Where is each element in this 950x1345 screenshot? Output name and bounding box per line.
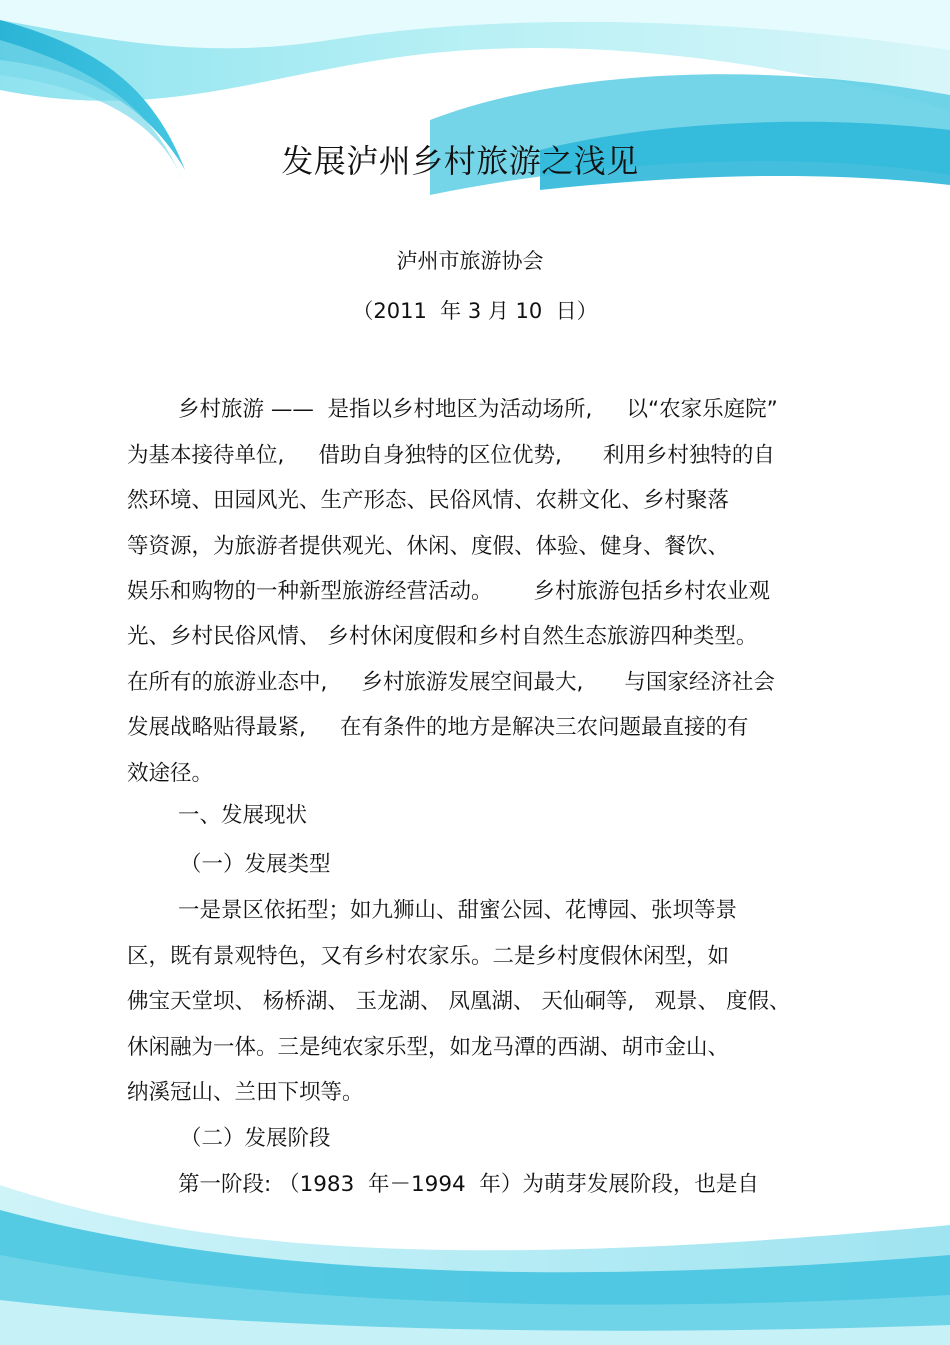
body-line: 区，既有景观特色，又有乡村农家乐。二是乡村度假休闲型，如	[127, 944, 730, 969]
body-line: 等资源，为旅游者提供观光、休闲、度假、体验、健身、餐饮、	[127, 534, 730, 559]
body-line: 然环境、田园风光、生产形态、民俗风情、农耕文化、乡村聚落	[127, 488, 730, 513]
body-line: 发展战略贴得最紧, 在有条件的地方是解决三农问题最直接的有	[127, 715, 749, 740]
publication-date: （2011 年 3 月 10 日）	[352, 299, 598, 323]
body-line: 光、乡村民俗风情、 乡村休闲度假和乡村自然生态旅游四种类型。	[127, 624, 758, 649]
body-line: 第一阶段: （1983 年－1994 年）为萌芽发展阶段，也是自	[178, 1172, 759, 1197]
body-line: 乡村旅游 —— 是指以乡村地区为活动场所, 以“农家乐庭院”	[178, 397, 778, 422]
subsection-heading: （一）发展类型	[180, 852, 331, 877]
body-line: 为基本接待单位, 借助自身独特的区位优势, 利用乡村独特的自	[127, 443, 775, 468]
body-line: 效途径。	[127, 761, 214, 786]
section-heading: 一、发展现状	[178, 803, 308, 828]
body-line: 纳溪冠山、兰田下坝等。	[127, 1080, 364, 1105]
author-organization: 泸州市旅游协会	[396, 249, 544, 273]
body-line: 休闲融为一体。三是纯农家乐型，如龙马潭的西湖、胡市金山、	[127, 1035, 730, 1060]
page-title: 发展泸州乡村旅游之浅见	[281, 142, 639, 180]
subsection-heading: （二）发展阶段	[180, 1126, 331, 1151]
body-line: 娱乐和购物的一种新型旅游经营活动。 乡村旅游包括乡村农业观	[127, 579, 771, 604]
decorative-wave-bottom	[0, 1185, 950, 1345]
body-line: 一是景区依拓型；如九狮山、甜蜜公园、花博园、张坝等景	[178, 898, 738, 923]
body-line: 佛宝天堂坝、 杨桥湖、 玉龙湖、 凤凰湖、 天仙硐等, 观景、 度假、	[127, 989, 791, 1014]
body-line: 在所有的旅游业态中, 乡村旅游发展空间最大, 与国家经济社会	[127, 670, 775, 695]
decorative-wave-top	[0, 0, 950, 230]
